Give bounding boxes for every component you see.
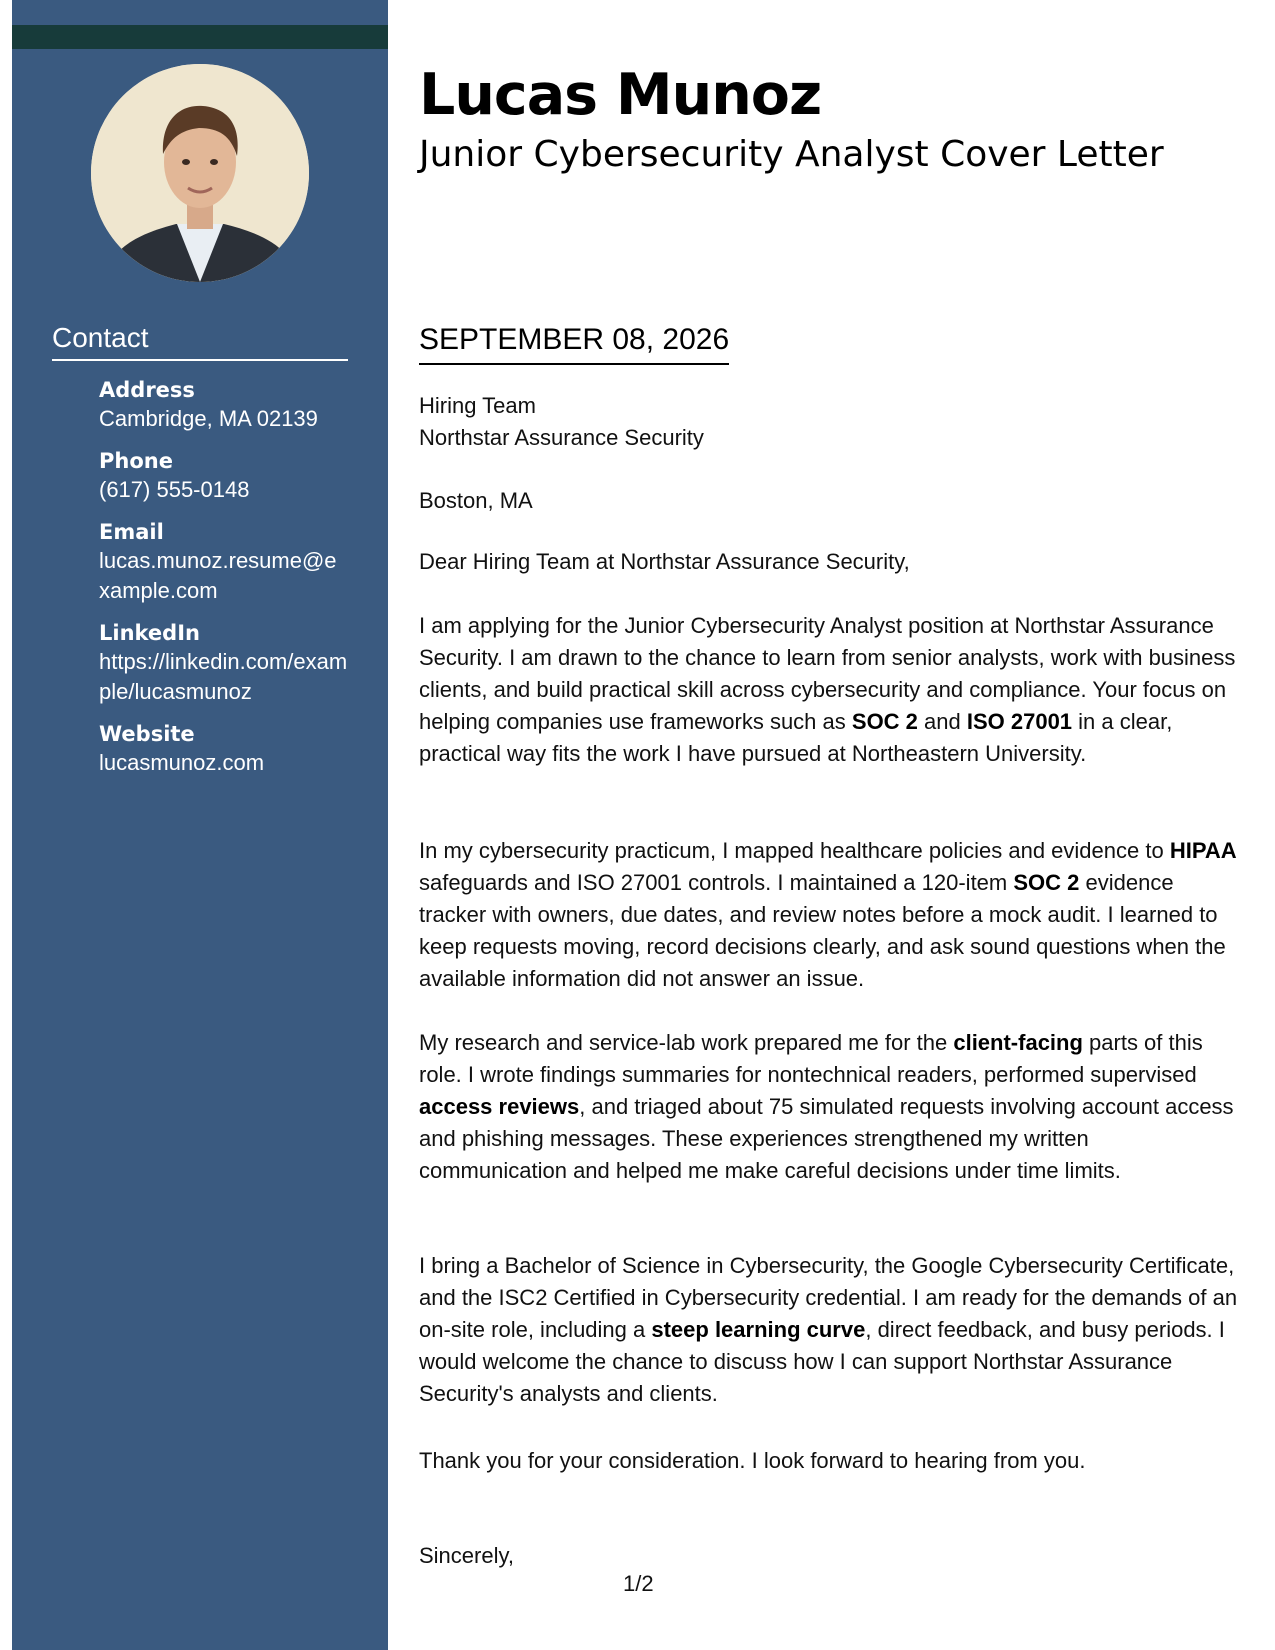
paragraph-text: I am applying for the Junior Cybersecurity Analyst position at Northstar Assurance Security. I am drawn to the chance to learn from senior analysts, work with business clients, and build practical skill across cybersecurity and compliance. Your focus on helping companies use frameworks such as	[419, 613, 1236, 734]
contact-label: Phone	[99, 449, 173, 473]
emphasis: client-facing	[953, 1030, 1083, 1055]
contact-website	[99, 720, 359, 778]
paragraph-text: parts of this role. I wrote findings summaries for nontechnical readers, performed supervised	[419, 1030, 1203, 1087]
paragraph-3	[419, 1027, 1239, 1187]
recipient-name: Hiring Team	[419, 393, 536, 418]
address-value: Cambridge, MA 02139	[99, 406, 318, 431]
recipient-location: Boston, MA	[419, 488, 533, 513]
emphasis: ISO 27001	[966, 709, 1073, 734]
letter-date: SEPTEMBER 08, 2026	[419, 322, 729, 365]
contact-label: Address	[99, 378, 195, 402]
emphasis: SOC 2	[851, 709, 918, 734]
recipient-company: Northstar Assurance Security	[419, 425, 704, 450]
signoff: Sincerely,	[419, 1543, 514, 1568]
paragraph-4	[419, 1250, 1239, 1410]
page-number: 1/2	[623, 1571, 654, 1596]
email-value: lucas.munoz.resume@example.com	[99, 548, 337, 603]
paragraph-text: In my cybersecurity practicum, I mapped healthcare policies and evidence to	[419, 838, 1170, 863]
sidebar-top-bar	[12, 25, 388, 49]
phone-value: (617) 555-0148	[99, 477, 250, 502]
contact-phone	[99, 447, 359, 505]
sidebar	[12, 0, 388, 1650]
contact-label: Email	[99, 520, 164, 544]
website-value: lucasmunoz.com	[99, 750, 265, 775]
paragraph-text: evidence tracker with owners, due dates, and review notes before a mock audit. I learned to keep requests moving, record decisions clearly, and ask sound questions when the available information did not answer an issue.	[419, 870, 1226, 991]
closing-line: Thank you for your consideration. I look forward to hearing from you.	[419, 1448, 1086, 1473]
contact-email	[99, 518, 359, 606]
contact-heading: Contact	[52, 322, 348, 361]
paragraph-1	[419, 610, 1239, 770]
contact-label: LinkedIn	[99, 621, 200, 645]
contact-address	[99, 376, 359, 434]
emphasis: access reviews	[419, 1094, 580, 1119]
linkedin-value: https://linkedin.com/example/lucasmunoz	[99, 649, 348, 704]
salutation: Dear Hiring Team at Northstar Assurance Security,	[419, 549, 910, 574]
recipient-block	[419, 390, 1239, 454]
applicant-name: Lucas Munoz	[419, 62, 822, 128]
contact-label: Website	[99, 722, 195, 746]
portrait-image	[91, 64, 309, 282]
paragraph-text: safeguards and ISO 27001 controls. I maintained a 120-item	[419, 870, 1014, 895]
paragraph-text: My research and service-lab work prepared me for the	[419, 1030, 954, 1055]
contact-list	[99, 376, 359, 791]
paragraph-2	[419, 835, 1239, 995]
document-subtitle: Junior Cybersecurity Analyst Cover Letter	[419, 134, 1164, 175]
emphasis: steep learning curve	[651, 1317, 866, 1342]
emphasis: HIPAA	[1169, 838, 1237, 863]
emphasis: SOC 2	[1013, 870, 1080, 895]
paragraph-text: , direct feedback, and busy periods. I would welcome the chance to discuss how I can support Northstar Assurance Security's analysts and clients.	[419, 1317, 1225, 1406]
paragraph-text: in a clear, practical way fits the work I have pursued at Northeastern University.	[419, 709, 1173, 766]
paragraph-text: , and triaged about 75 simulated requests involving account access and phishing messages. These experiences strengthened my written communication and helped me make careful decisions under time limits.	[419, 1094, 1234, 1183]
contact-linkedin	[99, 619, 359, 707]
avatar	[91, 64, 309, 282]
paragraph-text: and	[917, 709, 967, 734]
paragraph-text: I bring a Bachelor of Science in Cybersecurity, the Google Cybersecurity Certificate, and the ISC2 Certified in Cybersecurity credential. I am ready for the demands of an on-site role, including a	[419, 1253, 1238, 1342]
